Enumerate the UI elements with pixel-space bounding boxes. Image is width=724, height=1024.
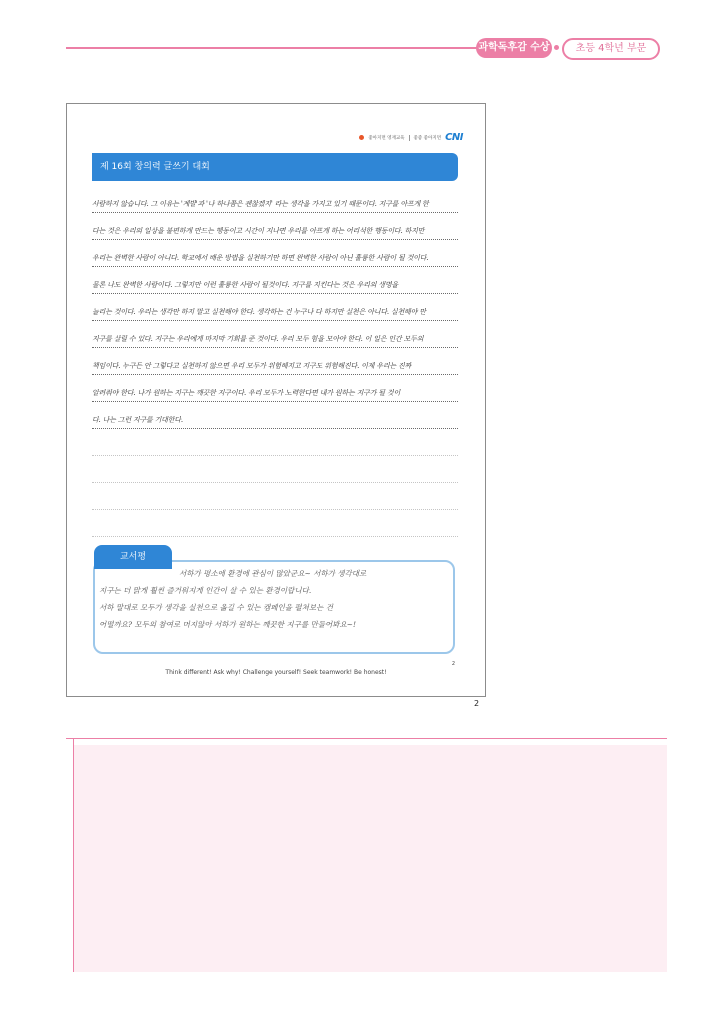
header-rule bbox=[66, 47, 480, 49]
essay-line-text: 늘리는 것이다. 우리는 생각만 하지 말고 실천해야 한다. 생각하는 건 누구나 다 하지만 실천은 아니다. 실천해야 만 bbox=[92, 308, 426, 316]
blank-line bbox=[92, 429, 458, 456]
essay-line-text: 우리는 완벽한 사람이 아니다. 학교에서 배운 방법을 실천하기만 하면 완벽한 사람이 아닌 훌륭한 사람이 될 것이다. bbox=[92, 254, 429, 262]
essay-line-text: 알려줘야 한다. 나가 원하는 지구는 깨끗한 지구이다. 우리 모두가 노력한다면 내가 원하는 지구가 될 것이 bbox=[92, 389, 401, 397]
essay-line-text: 다는 것은 우리의 일상을 불편하게 만드는 행동이고 시간이 지나면 우리를 아프게 하는 어리석한 행동이다. 하지만 bbox=[92, 227, 425, 235]
scanned-essay-sheet bbox=[66, 103, 486, 697]
award-badge: 과학독후감 수상작 bbox=[476, 38, 552, 58]
essay-line bbox=[92, 348, 458, 375]
page-number: 2 bbox=[474, 699, 480, 708]
essay-line-text: 사람하지 않습니다. 그 이유는 '계발'과 '나 하나쯤은 괜찮겠지' 라는 생각을 가지고 있기 때문이다. 지구를 아프게 한 bbox=[92, 200, 429, 208]
review-label: 교서평 bbox=[94, 545, 172, 569]
review-line: 서하 말대로 모두가 생각을 실천으로 옮길 수 있는 캠페인을 펼쳐보는 건 bbox=[99, 603, 333, 612]
header-dot bbox=[554, 45, 559, 50]
sheet-motto: Think different! Ask why! Challenge yourself! Seek teamwork! Be honest! bbox=[165, 669, 387, 676]
sheet-logo bbox=[359, 132, 463, 143]
essay-line-text: 물론 나도 완벽한 사람이다. 그렇지만 이런 훌륭한 사람이 될것이다. 지구를 지킨다는 것은 우리의 생명을 bbox=[92, 281, 398, 289]
essay-line bbox=[92, 375, 458, 402]
essay-lines bbox=[92, 186, 458, 537]
essay-line bbox=[92, 240, 458, 267]
essay-line-text: 지구를 살릴 수 있다. 지구는 우리에게 마지막 기회를 준 것이다. 우리 모두 힘을 모아야 한다. 이 일은 인간 모두의 bbox=[92, 335, 424, 343]
review-line: 어떨까요? 모두의 참여로 머지않아 서하가 원하는 깨끗한 지구를 만들어봐요~! bbox=[99, 620, 356, 629]
grade-badge: 초등 4학년 부문 bbox=[562, 38, 660, 60]
review-line: 서하가 평소에 환경에 관심이 많았군요~ 서하가 생각대로 bbox=[179, 569, 367, 578]
review-lines bbox=[99, 565, 449, 633]
essay-line bbox=[92, 186, 458, 213]
brand-logo: CNI bbox=[445, 132, 463, 143]
teacher-review-box bbox=[93, 560, 455, 654]
essay-line bbox=[92, 213, 458, 240]
contest-title: 제 16회 창의력 글쓰기 대회 bbox=[92, 153, 458, 181]
essay-line bbox=[92, 267, 458, 294]
blank-line bbox=[92, 483, 458, 510]
essay-line bbox=[92, 321, 458, 348]
essay-line bbox=[92, 402, 458, 429]
blank-line bbox=[92, 510, 458, 537]
sheet-page-number: 2 bbox=[451, 661, 455, 667]
logo-mark-icon bbox=[359, 135, 364, 140]
logo-divider bbox=[409, 135, 410, 141]
essay-line bbox=[92, 294, 458, 321]
pink-panel bbox=[74, 745, 667, 972]
essay-line-text: 다. 나는 그런 지구를 기대한다. bbox=[92, 416, 183, 424]
panel-top-rule bbox=[66, 738, 667, 739]
essay-line-text: 책임이다. 누구든 안 그렇다고 실천하지 않으면 우리 모두가 위험해지고 지구도 위험해진다. 이제 우리는 진짜 bbox=[92, 362, 412, 370]
blank-line bbox=[92, 456, 458, 483]
review-line: 지구는 더 맑게 훨씬 즐거워지게 인간이 살 수 있는 환경이랍니다. bbox=[99, 586, 312, 595]
logo-text-right: 좋좋 좋아지면 bbox=[413, 135, 442, 141]
logo-text-left: 좋아지면 영재교육 bbox=[368, 135, 405, 141]
